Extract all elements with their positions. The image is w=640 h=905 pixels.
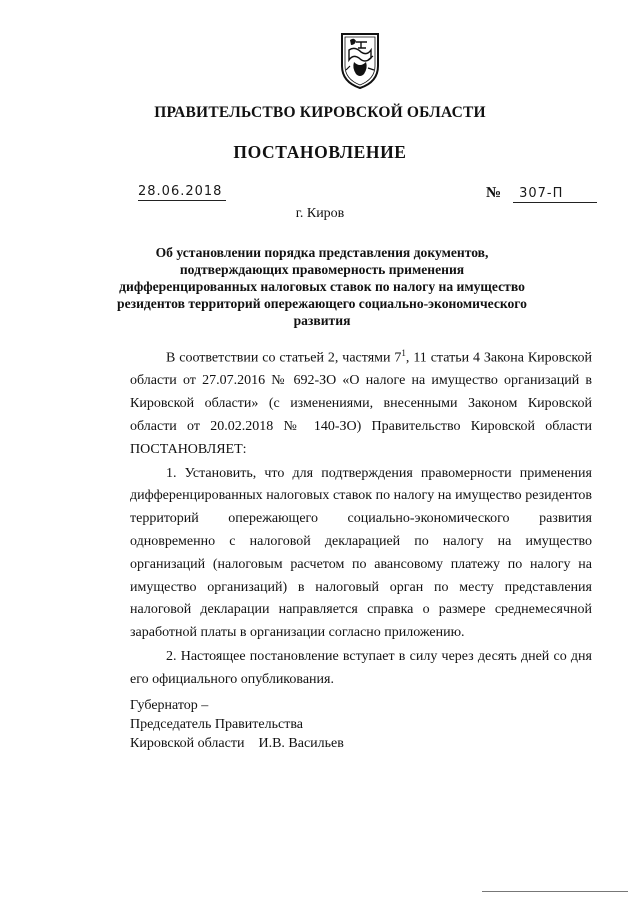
number-sign: № <box>486 185 502 201</box>
signature-block <box>130 696 344 753</box>
document-number-field <box>486 184 606 203</box>
preamble-text-start: В соответствии со статьей 2, частями 7 <box>166 350 402 366</box>
government-title: ПРАВИТЕЛЬСТВО КИРОВСКОЙ ОБЛАСТИ <box>154 104 486 121</box>
footer-rule <box>482 891 628 892</box>
city-label: г. Киров <box>295 206 345 221</box>
document-number: 307-П <box>513 186 597 203</box>
clause-2-paragraph: 2. Настоящее постановление вступает в силу через десять дней со дня его официального опубликования. <box>130 649 592 687</box>
coat-of-arms-emblem <box>336 28 384 90</box>
signatory-title-line3: Кировской области <box>130 736 245 751</box>
clause-1-paragraph: 1. Установить, что для подтверждения правомерности применения дифференцированных налоговых ставок по налогу на имущество резидентов территорий опережающего социально-экономического развития одновременно с налоговой декларацией по налогу на имущество организаций (налоговым расчетом по авансовому платежу по налогу на имущество организаций) в налоговый орган по месту представления налоговой декларации направляется справка о размере среднемесячной заработной платы в организации согласно приложению. <box>130 465 592 641</box>
document-type-title: ПОСТАНОВЛЕНИЕ <box>233 142 407 162</box>
document-subject: Об установлении порядка представления документов, подтверждающих правомерность применения дифференцированных налоговых ставок по налогу на имущество резидентов территорий опережающего социально-экономического развития <box>117 245 527 328</box>
superscript: 1 <box>401 348 406 358</box>
document-body <box>130 342 592 692</box>
signatory-name: И.В. Васильев <box>258 736 344 751</box>
signatory-title-line2: Председатель Правительства <box>130 717 303 732</box>
document-date: 28.06.2018 <box>138 184 226 201</box>
preamble-paragraph <box>130 342 592 462</box>
signatory-title-line1: Губернатор – <box>130 698 209 713</box>
preamble-text-end: , 11 статьи 4 Закона Кировской области от 27.07.2016 № 692-ЗО «О налоге на имущество организаций в Кировской области» (с изменениями, внесенными Законом Кировской области от 20.02.2018 № 140-ЗО) Правительство Кировской области ПОСТАНОВЛЯЕТ: <box>130 350 592 457</box>
